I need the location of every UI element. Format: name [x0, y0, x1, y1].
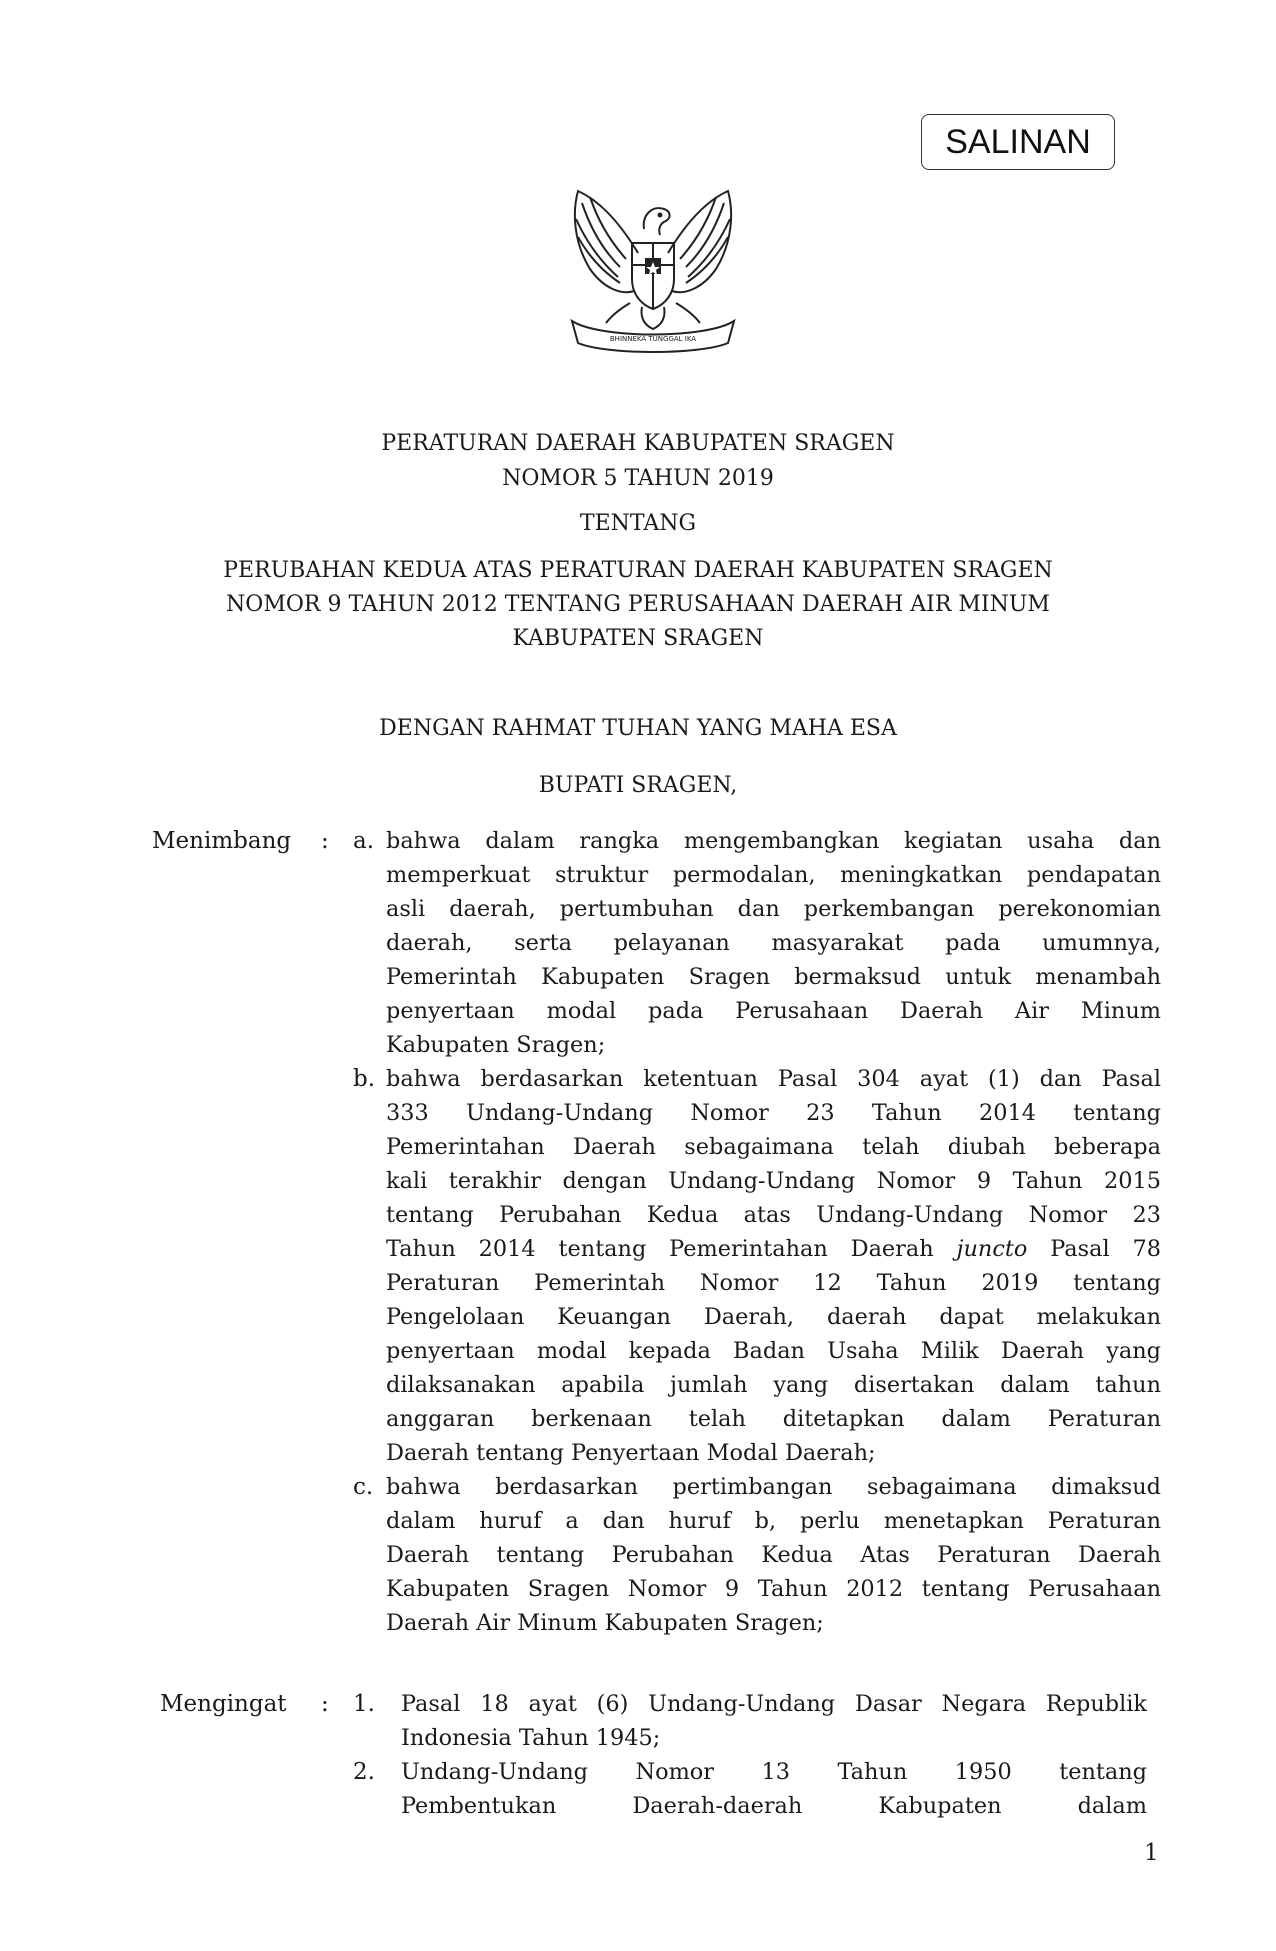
item-a-line: Pemerintah Kabupaten Sragen bermaksud untuk menambah — [386, 964, 1161, 990]
juncto-term: juncto — [956, 1236, 1028, 1262]
item-a-line: memperkuat struktur permodalan, meningkatkan pendapatan — [386, 862, 1161, 888]
item-a-line: asli daerah, pertumbuhan dan perkembangan perekonomian — [386, 896, 1161, 922]
menimbang-label: Menimbang — [152, 828, 292, 854]
menimbang-colon: : — [321, 828, 329, 854]
item-b-line: tentang Perubahan Kedua atas Undang-Undang Nomor 23 — [386, 1202, 1161, 1228]
item-2-marker: 2. — [353, 1759, 375, 1785]
item-a-line: bahwa dalam rangka mengembangkan kegiatan usaha dan — [386, 828, 1161, 854]
item-c-line: bahwa berdasarkan pertimbangan sebagaimana dimaksud — [386, 1474, 1161, 1500]
item-b-line: Pemerintahan Daerah sebagaimana telah diubah beberapa — [386, 1134, 1161, 1160]
item-b-line: penyertaan modal kepada Badan Usaha Milik Daerah yang — [386, 1338, 1161, 1364]
juncto-after: Pasal 78 — [1050, 1236, 1161, 1262]
item-2-line: Undang-Undang Nomor 13 Tahun 1950 tentang — [401, 1759, 1147, 1785]
item-b-line: 333 Undang-Undang Nomor 23 Tahun 2014 tentang — [386, 1100, 1161, 1126]
item-c-line: dalam huruf a dan huruf b, perlu menetapkan Peraturan — [386, 1508, 1161, 1534]
item-1-marker: 1. — [353, 1691, 375, 1717]
item-1-line: Indonesia Tahun 1945; — [401, 1725, 661, 1751]
garuda-emblem-icon — [560, 183, 746, 355]
title-line-2: NOMOR 5 TAHUN 2019 — [502, 466, 774, 491]
juncto-before: Tahun 2014 tentang Pemerintahan Daerah — [386, 1236, 934, 1262]
emblem-motto: BHINNEKA TUNGGAL IKA — [609, 335, 697, 343]
item-1-line: Pasal 18 ayat (6) Undang-Undang Dasar Negara Republik — [401, 1691, 1147, 1717]
item-c-line: Daerah tentang Perubahan Kedua Atas Peraturan Daerah — [386, 1542, 1161, 1568]
salinan-label: SALINAN — [945, 122, 1091, 161]
subject-line-2: NOMOR 9 TAHUN 2012 TENTANG PERUSAHAAN DAERAH AIR MINUM — [226, 592, 1050, 617]
item-b-line: anggaran berkenaan telah ditetapkan dalam Peraturan — [386, 1406, 1161, 1432]
item-b-line: Daerah tentang Penyertaan Modal Daerah; — [386, 1440, 876, 1466]
item-a-marker: a. — [353, 828, 375, 854]
item-c-marker: c. — [353, 1474, 374, 1500]
item-b-marker: b. — [353, 1066, 376, 1092]
subject-line-1: PERUBAHAN KEDUA ATAS PERATURAN DAERAH KABUPATEN SRAGEN — [223, 558, 1053, 583]
item-c-text — [386, 1470, 1161, 1640]
item-1-text — [401, 1687, 1147, 1755]
subject-line-3: KABUPATEN SRAGEN — [512, 626, 764, 651]
salinan-stamp — [921, 114, 1115, 170]
mengingat-colon: : — [321, 1691, 329, 1717]
item-b-line: dilaksanakan apabila jumlah yang disertakan dalam tahun — [386, 1372, 1161, 1398]
item-a-line: penyertaan modal pada Perusahaan Daerah Air Minum — [386, 998, 1161, 1024]
item-b-line: Pengelolaan Keuangan Daerah, daerah dapat melakukan — [386, 1304, 1161, 1330]
item-b-line-juncto — [386, 1232, 1161, 1266]
title-line-1: PERATURAN DAERAH KABUPATEN SRAGEN — [381, 431, 895, 456]
item-2-text — [401, 1755, 1147, 1823]
page-number: 1 — [1144, 1840, 1159, 1866]
item-c-line: Daerah Air Minum Kabupaten Sragen; — [386, 1610, 824, 1636]
item-a-line: daerah, serta pelayanan masyarakat pada umumnya, — [386, 930, 1161, 956]
item-a-line: Kabupaten Sragen; — [386, 1032, 606, 1058]
item-b-line: kali terakhir dengan Undang-Undang Nomor 9 Tahun 2015 — [386, 1168, 1161, 1194]
item-a-text — [386, 824, 1161, 1062]
rahmat-line: DENGAN RAHMAT TUHAN YANG MAHA ESA — [379, 716, 897, 741]
tentang-heading: TENTANG — [579, 511, 697, 536]
bupati-line: BUPATI SRAGEN, — [538, 773, 738, 798]
item-b-line: bahwa berdasarkan ketentuan Pasal 304 ayat (1) dan Pasal — [386, 1066, 1161, 1092]
item-c-line: Kabupaten Sragen Nomor 9 Tahun 2012 tentang Perusahaan — [386, 1576, 1161, 1602]
item-2-line: Pembentukan Daerah-daerah Kabupaten dalam — [401, 1793, 1147, 1819]
item-b-line: Peraturan Pemerintah Nomor 12 Tahun 2019 tentang — [386, 1270, 1161, 1296]
mengingat-label: Mengingat — [160, 1691, 287, 1717]
item-b-text — [386, 1062, 1161, 1470]
